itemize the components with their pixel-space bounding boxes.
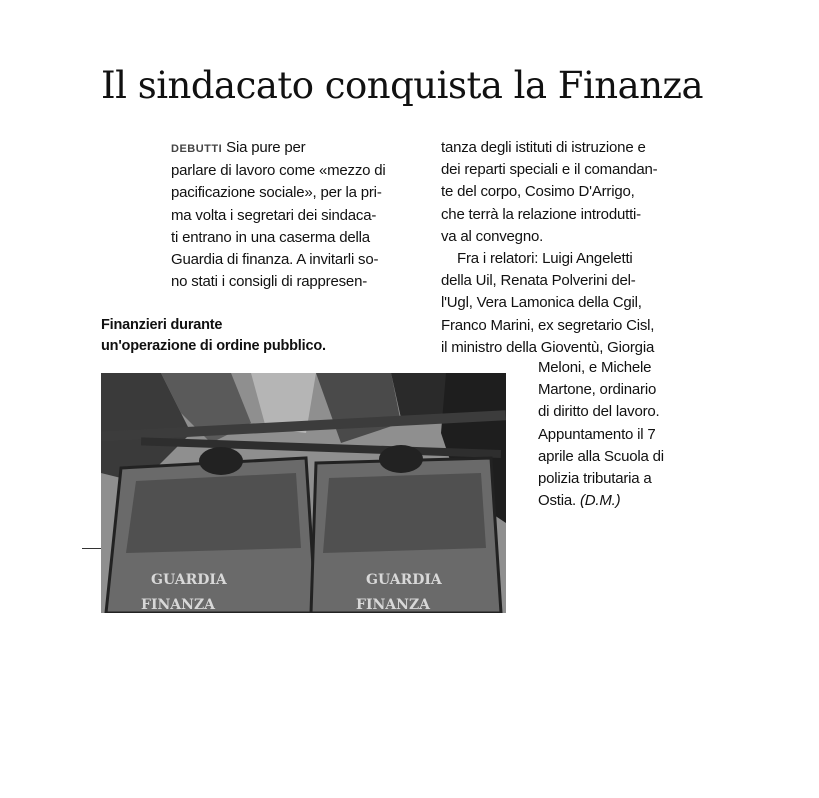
text-line — [171, 137, 411, 160]
headline: Il sindacato conquista la Finanza — [101, 64, 704, 107]
text-line-content: Sia pure per — [226, 139, 306, 156]
text-line-content: Ostia. — [538, 492, 576, 510]
text-line: pacificazione sociale», per la pri- — [171, 184, 382, 202]
gloved-hand — [199, 447, 243, 475]
text-line: Guardia di finanza. A invitarli so- — [171, 251, 379, 269]
caption-line: un'operazione di ordine pubblico. — [101, 338, 326, 354]
article-column-right — [441, 137, 691, 359]
shield-lettering: FINANZA — [141, 597, 216, 613]
text-line: ti entrano in una caserma della — [171, 228, 370, 246]
text-line: l'Ugl, Vera Lamonica della Cgil, — [441, 294, 642, 312]
gloved-hand — [379, 445, 423, 473]
shield-visor — [126, 473, 301, 553]
text-line: Fra i relatori: Luigi Angeletti — [457, 250, 633, 268]
officer-silhouette — [391, 373, 451, 418]
text-line: Martone, ordinario — [538, 381, 657, 399]
text-line: parlare di lavoro come «mezzo di — [171, 162, 386, 180]
text-line: di diritto del lavoro. — [538, 403, 660, 421]
article-column-right-narrow — [538, 357, 688, 512]
text-line: Appuntamento il 7 — [538, 425, 656, 443]
text-line: della Uil, Renata Polverini del- — [441, 272, 636, 290]
author-signoff: (D.M.) — [579, 492, 621, 510]
text-line — [538, 490, 688, 512]
text-line: il ministro della Gioventù, Giorgia — [441, 338, 655, 356]
shield-lettering: FINANZA — [356, 597, 431, 613]
caption-line: Finanzieri durante — [101, 317, 223, 333]
shield-visor — [323, 473, 486, 553]
text-line: ma volta i segretari dei sindaca- — [171, 206, 377, 224]
shield-lettering: GUARDIA — [151, 572, 227, 588]
text-line: Franco Marini, ex segretario Cisl, — [441, 316, 655, 334]
photo-illustration — [101, 373, 506, 613]
kicker: DEBUTTI — [171, 143, 223, 155]
text-line: dei reparti speciali e il comandan- — [441, 161, 658, 179]
text-line: te del corpo, Cosimo D'Arrigo, — [441, 183, 635, 201]
news-photo — [101, 373, 506, 613]
text-line: tanza degli istituti di istruzione e — [441, 139, 646, 156]
shield-lettering: GUARDIA — [366, 572, 442, 588]
text-line: Meloni, e Michele — [538, 359, 652, 376]
article-column-left — [171, 137, 411, 293]
text-line: aprile alla Scuola di — [538, 447, 664, 465]
text-line: no stati i consigli di rappresen- — [171, 273, 368, 291]
text-line: va al convegno. — [441, 227, 544, 245]
photo-caption — [101, 315, 326, 357]
text-line: che terrà la relazione introdutti- — [441, 205, 641, 223]
text-line: polizia tributaria a — [538, 470, 652, 488]
